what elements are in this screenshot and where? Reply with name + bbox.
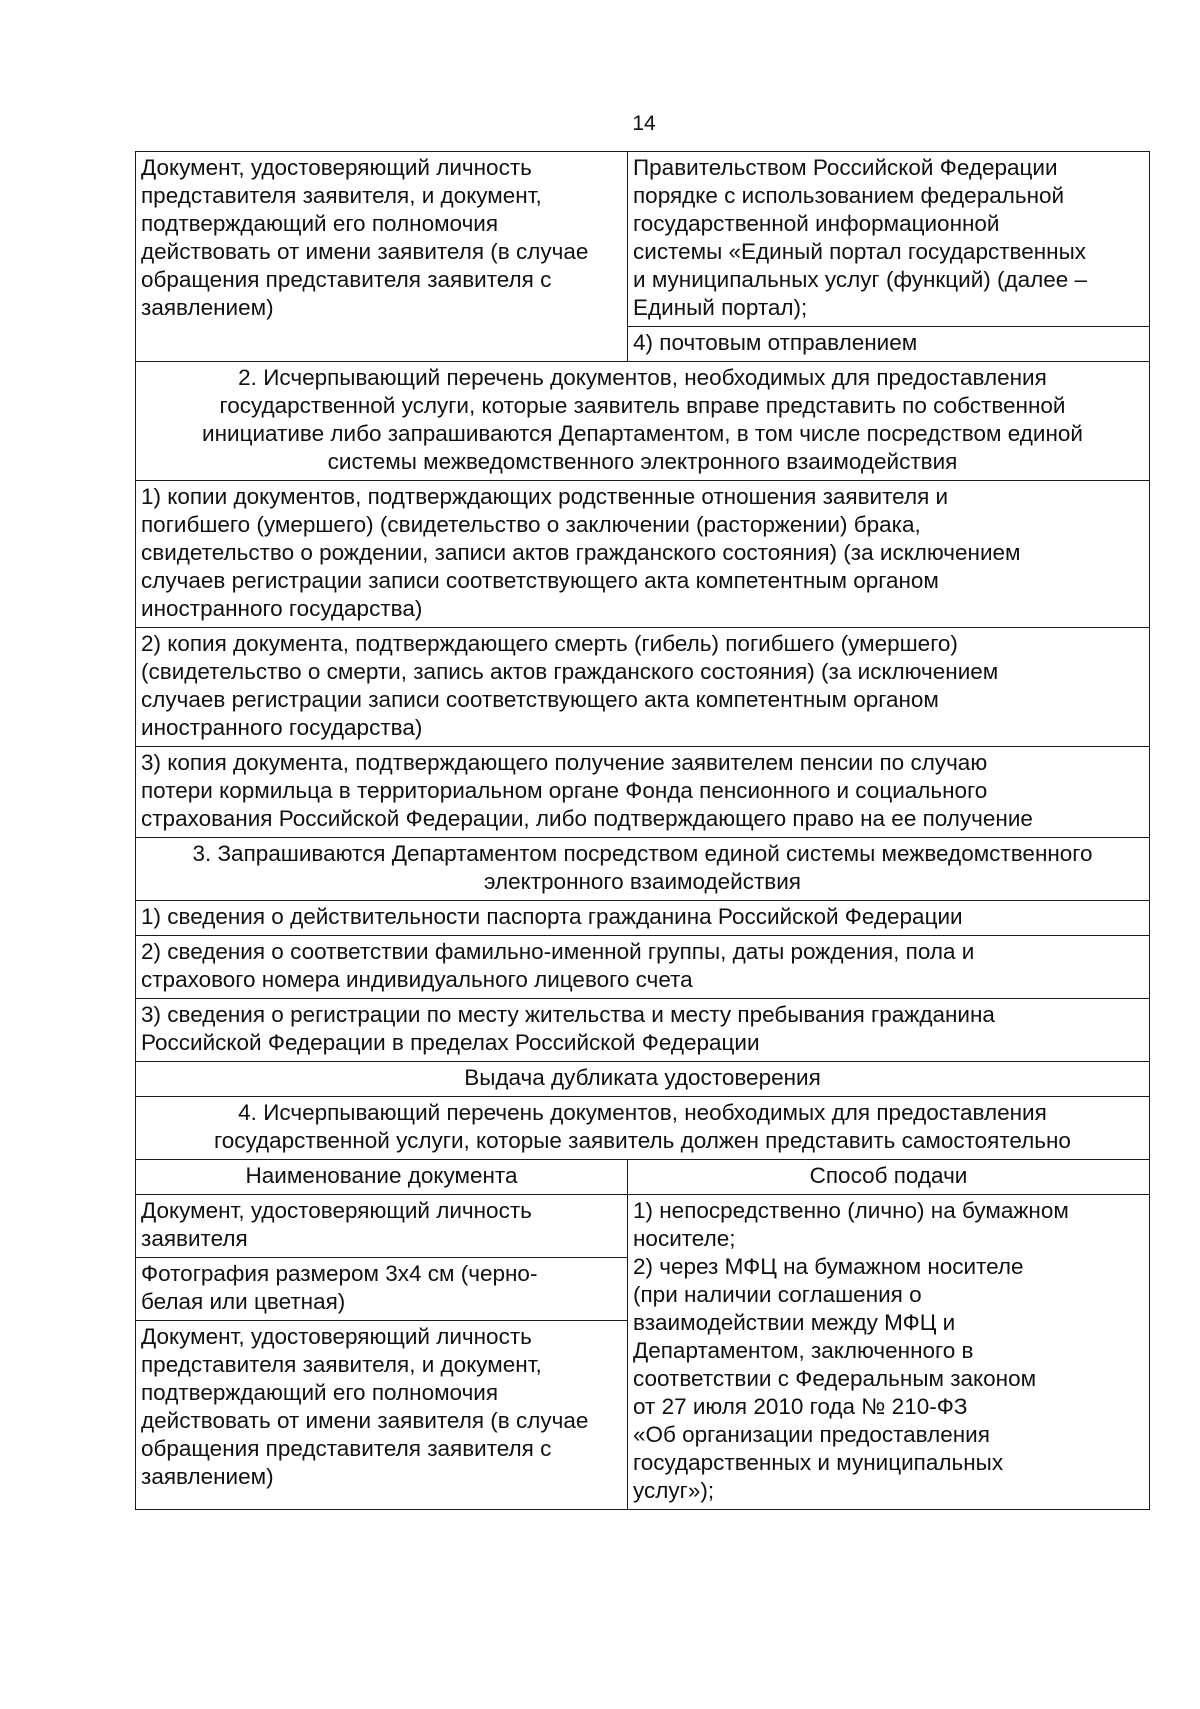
section-4-heading bbox=[136, 1097, 1150, 1160]
text-line: услуг»); bbox=[633, 1478, 715, 1503]
text-line: случаев регистрации записи соответствующего акта компетентным органом bbox=[141, 568, 939, 593]
page-number: 14 bbox=[632, 112, 656, 135]
section-heading-row bbox=[136, 1062, 1150, 1097]
text-line: Правительством Российской Федерации bbox=[633, 155, 1058, 180]
text-line: (при наличии соглашения о bbox=[633, 1282, 922, 1307]
methods-cell bbox=[628, 1195, 1150, 1510]
heading-line: государственной услуги, которые заявитель должен представить самостоятельно bbox=[214, 1128, 1071, 1153]
table-row bbox=[136, 747, 1150, 838]
text-line: заявителя bbox=[141, 1226, 248, 1251]
header-text: Наименование документа bbox=[245, 1163, 518, 1188]
text-line: 1) непосредственно (лично) на бумажном bbox=[633, 1198, 1069, 1223]
table-row bbox=[136, 936, 1150, 999]
section-heading-row bbox=[136, 362, 1150, 481]
text-line: соответствии с Федеральным законом bbox=[633, 1366, 1037, 1391]
text-line: «Об организации предоставления bbox=[633, 1422, 990, 1447]
text-line: носителе; bbox=[633, 1226, 736, 1251]
table-row bbox=[136, 1195, 1150, 1510]
text-line: Единый портал); bbox=[633, 295, 808, 320]
duplicate-heading bbox=[136, 1062, 1150, 1097]
text-line: заявлением) bbox=[141, 1464, 274, 1489]
heading-line: Выдача дубликата удостоверения bbox=[464, 1065, 821, 1090]
text-line: случаев регистрации записи соответствующего акта компетентным органом bbox=[141, 687, 939, 712]
text-line: 4) почтовым отправлением bbox=[633, 330, 918, 355]
text-line: Российской Федерации в пределах Российской Федерации bbox=[141, 1030, 760, 1055]
text-line: Документ, удостоверяющий личность bbox=[141, 155, 532, 180]
column-header-method bbox=[628, 1160, 1150, 1195]
text-line: 2) через МФЦ на бумажном носителе bbox=[633, 1254, 1024, 1279]
text-line: 2) копия документа, подтверждающего смерть (гибель) погибшего (умершего) bbox=[141, 631, 958, 656]
header-text: Способ подачи bbox=[809, 1163, 968, 1188]
section-2-item-1 bbox=[136, 481, 1150, 628]
section-3-item-1 bbox=[136, 901, 1150, 936]
section-2-item-3 bbox=[136, 747, 1150, 838]
text-line: потери кормильца в территориальном органе Фонда пенсионного и социального bbox=[141, 778, 988, 803]
table-cell bbox=[136, 152, 628, 362]
section-3-heading bbox=[136, 838, 1150, 901]
text-line: заявлением) bbox=[141, 295, 274, 320]
text-line: Документ, удостоверяющий личность bbox=[141, 1198, 532, 1223]
text-line: и муниципальных услуг (функций) (далее – bbox=[633, 267, 1088, 292]
heading-line: электронного взаимодействия bbox=[484, 869, 801, 894]
text-line: иностранного государства) bbox=[141, 596, 423, 621]
section-2-heading bbox=[136, 362, 1150, 481]
text-line: 1) копии документов, подтверждающих родственные отношения заявителя и bbox=[141, 484, 949, 509]
text-line: 3) копия документа, подтверждающего получение заявителем пенсии по случаю bbox=[141, 750, 988, 775]
column-header-row bbox=[136, 1160, 1150, 1195]
text-line: белая или цветная) bbox=[141, 1289, 346, 1314]
table-row bbox=[136, 481, 1150, 628]
text-line: действовать от имени заявителя (в случае bbox=[141, 239, 589, 264]
text-line: государственных и муниципальных bbox=[633, 1450, 1004, 1475]
text-line: 1) сведения о действительности паспорта гражданина Российской Федерации bbox=[141, 904, 963, 929]
section-3-item-2 bbox=[136, 936, 1150, 999]
table-row bbox=[136, 999, 1150, 1062]
text-line: страхового номера индивидуального лицевого счета bbox=[141, 967, 693, 992]
text-line: Фотография размером 3х4 см (черно- bbox=[141, 1261, 538, 1286]
text-line: свидетельство о рождении, записи актов гражданского состояния) (за исключением bbox=[141, 540, 1021, 565]
cell-block bbox=[628, 152, 1149, 326]
document-item bbox=[136, 1320, 627, 1495]
text-line: Департаментом, заключенного в bbox=[633, 1338, 974, 1363]
text-line: представителя заявителя, и документ, bbox=[141, 183, 542, 208]
heading-line: 3. Запрашиваются Департаментом посредством единой системы межведомственного bbox=[192, 841, 1093, 866]
text-line: страхования Российской Федерации, либо подтверждающего право на ее получение bbox=[141, 806, 1033, 831]
section-heading-row bbox=[136, 1097, 1150, 1160]
text-line: (свидетельство о смерти, запись актов гражданского состояния) (за исключением bbox=[141, 659, 999, 684]
text-line: системы «Единый портал государственных bbox=[633, 239, 1086, 264]
table-row bbox=[136, 901, 1150, 936]
table-row bbox=[136, 152, 1150, 362]
cell-block bbox=[628, 326, 1149, 361]
heading-line: 2. Исчерпывающий перечень документов, необходимых для предоставления bbox=[238, 365, 1047, 390]
column-header-document bbox=[136, 1160, 628, 1195]
heading-line: системы межведомственного электронного взаимодействия bbox=[327, 449, 958, 474]
text-line: Документ, удостоверяющий личность bbox=[141, 1324, 532, 1349]
text-line: 2) сведения о соответствии фамильно-именной группы, даты рождения, пола и bbox=[141, 939, 975, 964]
table-row bbox=[136, 628, 1150, 747]
text-line: 3) сведения о регистрации по месту жительства и месту пребывания гражданина bbox=[141, 1002, 995, 1027]
heading-line: инициативе либо запрашиваются Департаментом, в том числе посредством единой bbox=[202, 421, 1083, 446]
text-line: представителя заявителя, и документ, bbox=[141, 1352, 542, 1377]
document-item bbox=[136, 1257, 627, 1320]
text-line: порядке с использованием федеральной bbox=[633, 183, 1065, 208]
section-2-item-2 bbox=[136, 628, 1150, 747]
section-heading-row bbox=[136, 838, 1150, 901]
section-3-item-3 bbox=[136, 999, 1150, 1062]
documents-cell bbox=[136, 1195, 628, 1510]
text-line: от 27 июля 2010 года № 210-ФЗ bbox=[633, 1394, 968, 1419]
document-item bbox=[136, 1195, 627, 1257]
text-line: погибшего (умершего) (свидетельство о заключении (расторжении) брака, bbox=[141, 512, 921, 537]
text-line: государственной информационной bbox=[633, 211, 1000, 236]
heading-line: государственной услуги, которые заявитель вправе представить по собственной bbox=[219, 393, 1066, 418]
text-line: иностранного государства) bbox=[141, 715, 423, 740]
heading-line: 4. Исчерпывающий перечень документов, необходимых для предоставления bbox=[238, 1100, 1047, 1125]
text-line: обращения представителя заявителя с bbox=[141, 1436, 552, 1461]
text-line: подтверждающий его полномочия bbox=[141, 1380, 499, 1405]
text-line: подтверждающий его полномочия bbox=[141, 211, 499, 236]
text-line: взаимодействии между МФЦ и bbox=[633, 1310, 956, 1335]
text-line: действовать от имени заявителя (в случае bbox=[141, 1408, 589, 1433]
services-table bbox=[135, 151, 1150, 1510]
table-cell bbox=[628, 152, 1150, 362]
text-line: обращения представителя заявителя с bbox=[141, 267, 552, 292]
